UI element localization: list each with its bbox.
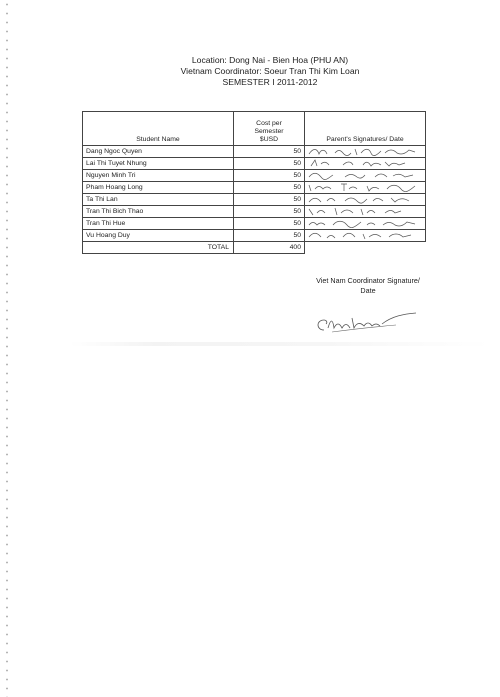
parent-signature: [305, 218, 426, 230]
total-label: TOTAL: [83, 242, 234, 254]
parent-signature: [305, 146, 426, 158]
student-cost: 50: [234, 146, 305, 158]
header-cost-line1: Cost per: [256, 120, 282, 127]
parent-signature: [305, 182, 426, 194]
scan-edge-marks: [6, 0, 8, 697]
header-cost: [234, 112, 305, 146]
student-name: Tran Thi Hue: [83, 218, 234, 230]
parent-signature: [305, 230, 426, 242]
student-roster-table: [82, 111, 426, 254]
handwritten-signature-0: [305, 146, 419, 157]
coordinator-handwritten-signature: [312, 308, 422, 338]
semester-line: SEMESTER I 2011-2012: [222, 77, 318, 87]
handwritten-signature-3: [305, 182, 419, 193]
table-row: [83, 230, 426, 242]
table-row: [83, 146, 426, 158]
parent-signature: [305, 158, 426, 170]
handwritten-signature-4: [305, 194, 419, 205]
header-signatures: Parent's Signatures/ Date: [305, 112, 426, 146]
header-cost-line2: Semester: [254, 128, 284, 135]
student-cost: 50: [234, 194, 305, 206]
parent-signature: [305, 194, 426, 206]
document-header: [120, 55, 420, 88]
total-empty-cell: [305, 242, 426, 254]
student-name: Nguyen Minh Tri: [83, 170, 234, 182]
student-name: Vu Hoang Duy: [83, 230, 234, 242]
student-name: Dang Ngoc Quyen: [83, 146, 234, 158]
student-name: Lai Thi Tuyet Nhung: [83, 158, 234, 170]
location-line: Location: Dong Nai - Bien Hoa (PHU AN): [191, 55, 349, 65]
student-cost: 50: [234, 218, 305, 230]
coordinator-line: Vietnam Coordinator: Soeur Tran Thi Kim Loan: [180, 66, 360, 76]
student-name: Pham Hoang Long: [83, 182, 234, 194]
student-name: Tran Thi Bich Thao: [83, 206, 234, 218]
handwritten-signature-6: [305, 218, 419, 229]
total-value: 400: [234, 242, 305, 254]
scan-smudge: [70, 342, 490, 346]
student-cost: 50: [234, 206, 305, 218]
table-row: [83, 158, 426, 170]
student-cost: 50: [234, 170, 305, 182]
total-row: [83, 242, 426, 254]
parent-signature: [305, 206, 426, 218]
student-name: Ta Thi Lan: [83, 194, 234, 206]
table-row: [83, 194, 426, 206]
table-row: [83, 182, 426, 194]
header-cost-line3: $USD: [259, 136, 279, 143]
parent-signature: [305, 170, 426, 182]
handwritten-signature-7: [305, 230, 419, 241]
handwritten-signature-2: [305, 170, 419, 181]
table-row: [83, 218, 426, 230]
table-row: [83, 206, 426, 218]
student-cost: 50: [234, 158, 305, 170]
table-header-row: [83, 112, 426, 146]
coordinator-date-label: Date: [360, 286, 376, 295]
header-student-name: Student Name: [83, 112, 234, 146]
coordinator-signature-label: Viet Nam Coordinator Signature/: [316, 276, 420, 285]
handwritten-signature-1: [305, 158, 419, 169]
coordinator-signature-block: [298, 276, 438, 296]
handwritten-signature-5: [305, 206, 419, 217]
table-row: [83, 170, 426, 182]
student-cost: 50: [234, 182, 305, 194]
student-cost: 50: [234, 230, 305, 242]
